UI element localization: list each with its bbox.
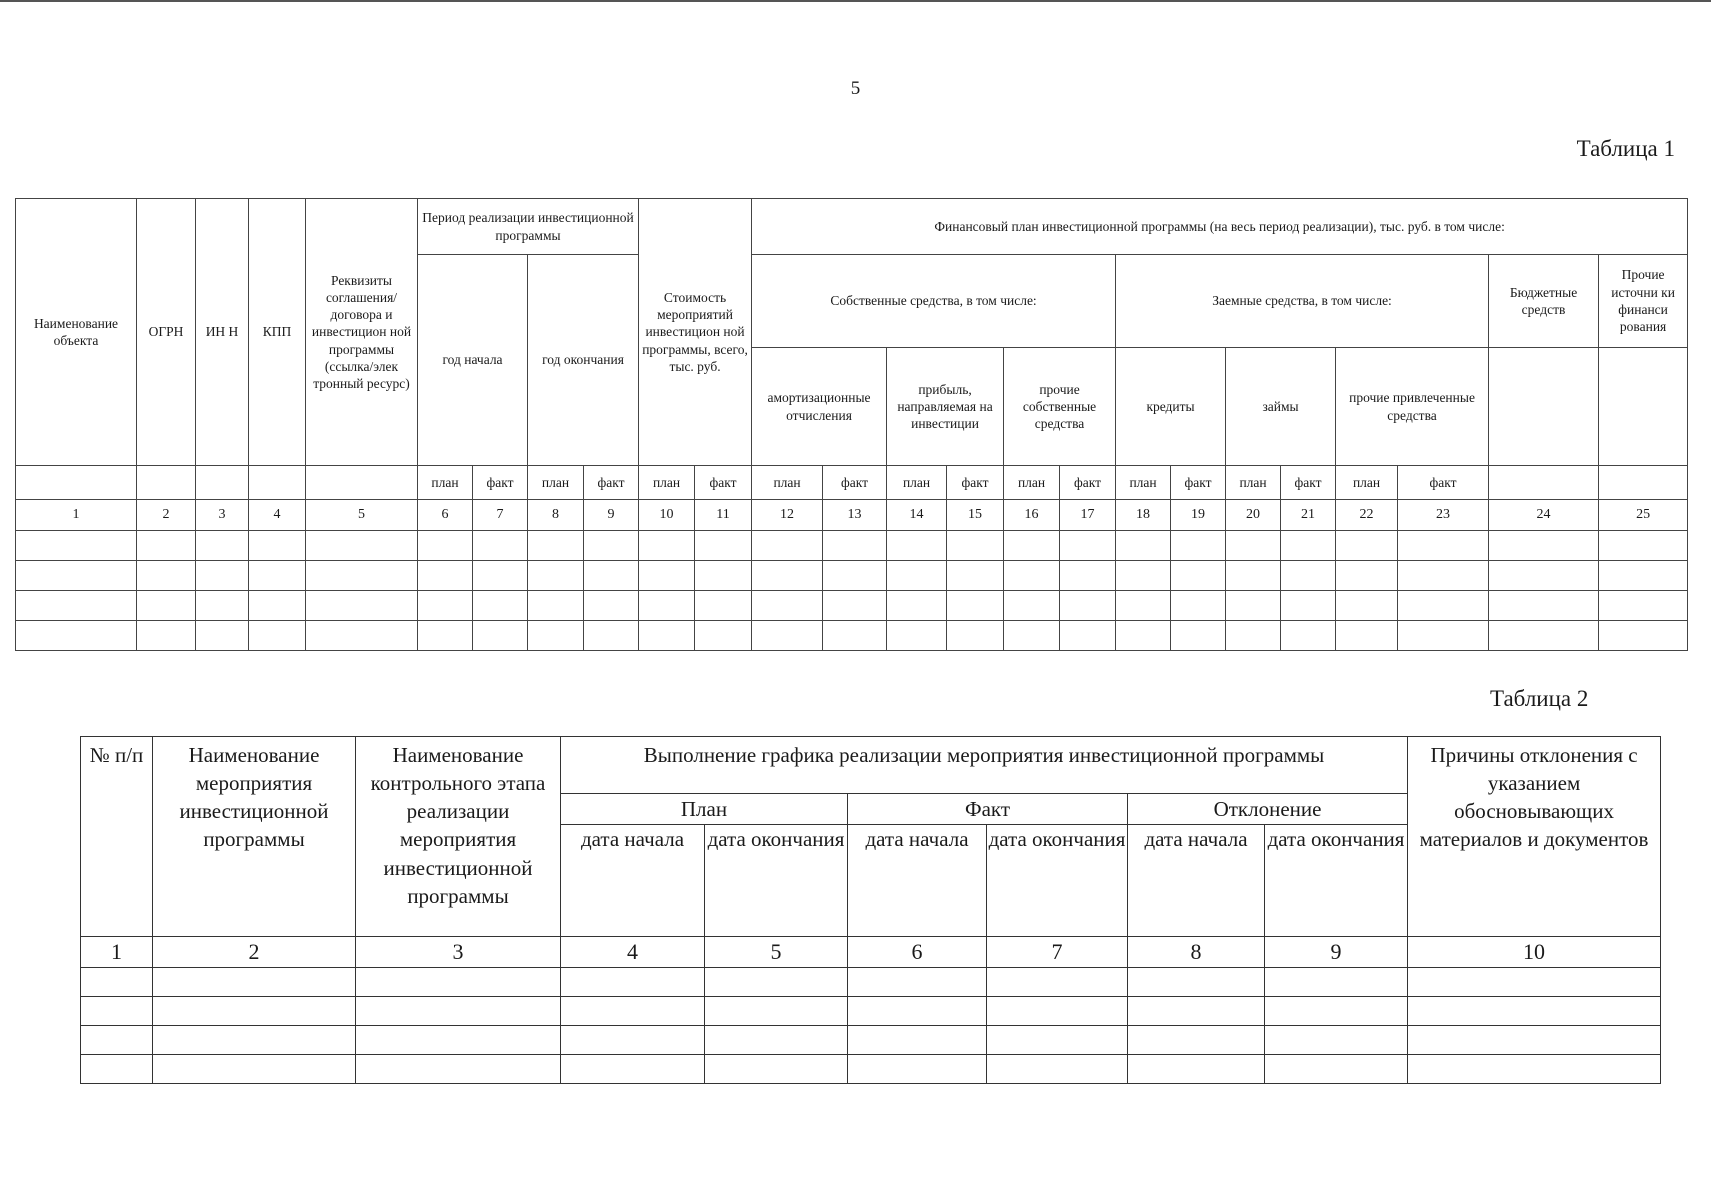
t1-fact-label: факт [584,466,639,500]
t1-col-number: 16 [1004,500,1060,531]
t1-plan-label: план [887,466,947,500]
t2-col-number: 1 [81,937,153,968]
t2-col-number: 10 [1408,937,1661,968]
t2-header-deviation: Отклонение [1128,794,1408,825]
t1-col-number: 2 [137,500,196,531]
t1-fact-label: факт [947,466,1004,500]
t1-header-other-sources-sub [1599,348,1688,466]
t1-header-requisites: Реквизиты соглашения/ договора и инвестицион ной программы (ссылка/элек тронный ресурс) [306,199,418,466]
t2-header-plan: План [561,794,848,825]
t1-fact-label: факт [1060,466,1116,500]
t1-col-number: 21 [1281,500,1336,531]
t1-col-number: 23 [1398,500,1489,531]
t1-header-profit: прибыль, направляемая на инвестиции [887,348,1004,466]
t1-header-year-end: год окончания [528,255,639,466]
t1-col-number: 5 [306,500,418,531]
t1-plan-label: план [1004,466,1060,500]
t1-fact-label: факт [1171,466,1226,500]
t1-col-number: 12 [752,500,823,531]
t2-header-stage: Наименование контрольного этапа реализации мероприятия инвестиционной программы [356,737,561,937]
t1-header-cost: Стоимость мероприятий инвестицион ной программы, всего, тыс. руб. [639,199,752,466]
table1 [15,198,1688,651]
t1-plan-fact-row [16,466,1688,500]
table1-caption: Таблица 1 [1576,136,1675,161]
table2-caption: Таблица 2 [1490,686,1589,711]
t1-header-credits: кредиты [1116,348,1226,466]
t1-header-period: Период реализации инвестиционной программы [418,199,639,255]
t1-header-depreciation: амортизационные отчисления [752,348,887,466]
t1-pf-empty [1599,466,1688,500]
scan-top-edge [0,0,1711,2]
t1-col-number: 20 [1226,500,1281,531]
t1-col-number: 17 [1060,500,1116,531]
t1-plan-label: план [1226,466,1281,500]
t2-header-event: Наименование мероприятия инвестиционной программы [153,737,356,937]
t1-header-ogrn: ОГРН [137,199,196,466]
t1-header-budget-sub [1489,348,1599,466]
t1-col-number: 15 [947,500,1004,531]
t1-fact-label: факт [1281,466,1336,500]
t1-plan-label: план [752,466,823,500]
t1-col-number: 13 [823,500,887,531]
t1-col-number: 1 [16,500,137,531]
t1-empty-row [16,591,1688,621]
t2-col-number: 6 [848,937,987,968]
t1-empty-row [16,531,1688,561]
t2-empty-row [81,1026,1661,1055]
t1-pf-empty [249,466,306,500]
t1-pf-empty [16,466,137,500]
t2-empty-row [81,968,1661,997]
t1-col-number: 25 [1599,500,1688,531]
t2-header-start: дата начала [561,825,705,937]
t1-header-borrowed: Заемные средства, в том числе: [1116,255,1489,348]
t2-empty-row [81,1055,1661,1084]
t2-col-number: 2 [153,937,356,968]
t1-header-other-sources: Прочие источни ки финанси рования [1599,255,1688,348]
t2-header-end: дата окончания [987,825,1128,937]
t1-col-number: 6 [418,500,473,531]
t1-fact-label: факт [473,466,528,500]
t1-plan-label: план [418,466,473,500]
t2-col-number: 7 [987,937,1128,968]
t1-header-other-attracted: прочие привлеченные средства [1336,348,1489,466]
t1-col-number: 18 [1116,500,1171,531]
t2-col-number: 3 [356,937,561,968]
t1-plan-label: план [1116,466,1171,500]
t1-header-finplan: Финансовый план инвестиционной программы (на весь период реализации), тыс. руб. в том числе: [752,199,1688,255]
t1-plan-label: план [1336,466,1398,500]
t1-column-numbers-row [16,500,1688,531]
t1-col-number: 3 [196,500,249,531]
t1-pf-empty [306,466,418,500]
t1-col-number: 7 [473,500,528,531]
table2 [80,736,1661,1084]
t1-plan-label: план [639,466,695,500]
t1-header-loans: займы [1226,348,1336,466]
t2-header-start: дата начала [848,825,987,937]
t1-header-own: Собственные средства, в том числе: [752,255,1116,348]
t1-fact-label: факт [1398,466,1489,500]
t1-header-budget: Бюджетные средств [1489,255,1599,348]
t1-header-name: Наименование объекта [16,199,137,466]
t1-header-inn: ИН Н [196,199,249,466]
t2-header-end: дата окончания [1265,825,1408,937]
t1-pf-empty [1489,466,1599,500]
t1-pf-empty [137,466,196,500]
t2-col-number: 4 [561,937,705,968]
t1-fact-label: факт [823,466,887,500]
t2-header-reasons: Причины отклонения с указанием обосновывающих материалов и документов [1408,737,1661,937]
t2-col-number: 9 [1265,937,1408,968]
t1-col-number: 10 [639,500,695,531]
t1-col-number: 22 [1336,500,1398,531]
t1-empty-row [16,561,1688,591]
t1-fact-label: факт [695,466,752,500]
t2-col-number: 8 [1128,937,1265,968]
t2-header-start: дата начала [1128,825,1265,937]
t2-header-schedule: Выполнение графика реализации мероприятия инвестиционной программы [561,737,1408,794]
t1-empty-row [16,621,1688,651]
t2-header-end: дата окончания [705,825,848,937]
t1-col-number: 24 [1489,500,1599,531]
t2-header-num: № п/п [81,737,153,937]
t2-empty-row [81,997,1661,1026]
t1-header-kpp: КПП [249,199,306,466]
t2-col-number: 5 [705,937,848,968]
t1-col-number: 11 [695,500,752,531]
t2-header-fact: Факт [848,794,1128,825]
t1-col-number: 4 [249,500,306,531]
t1-col-number: 14 [887,500,947,531]
t2-column-numbers-row [81,937,1661,968]
t1-col-number: 8 [528,500,584,531]
t1-header-other-own: прочие собственные средства [1004,348,1116,466]
page-number: 5 [850,78,861,99]
t1-col-number: 19 [1171,500,1226,531]
t1-plan-label: план [528,466,584,500]
t1-pf-empty [196,466,249,500]
t1-header-year-start: год начала [418,255,528,466]
t1-col-number: 9 [584,500,639,531]
